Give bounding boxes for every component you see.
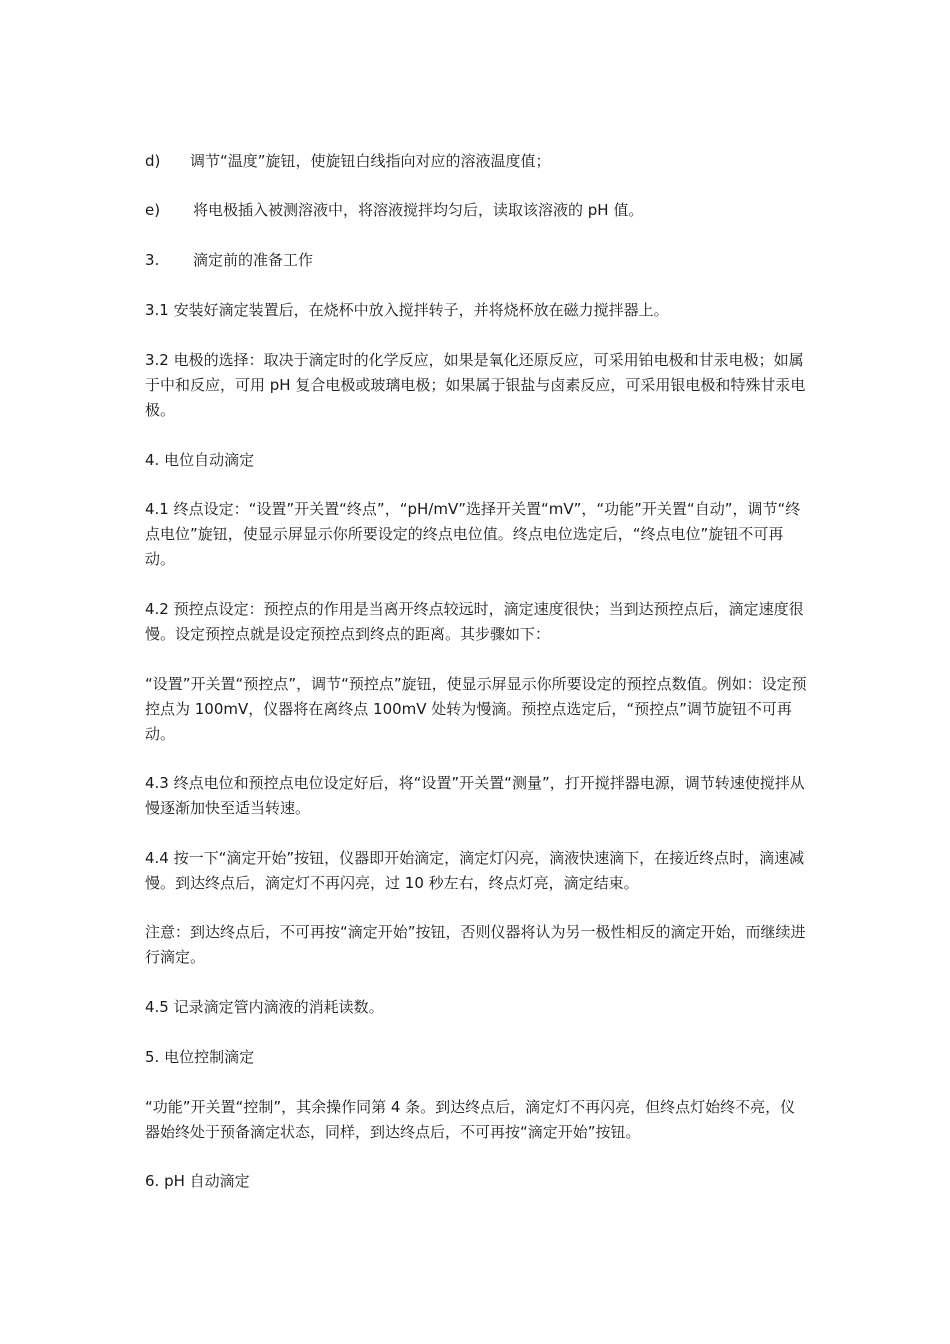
section-number-3: 3. [145,251,160,269]
paragraph-3-1: 3.1 安装好滴定装置后，在烧杯中放入搅拌转子，并将烧杯放在磁力搅拌器上。 [145,301,669,319]
list-marker-d: d) [145,152,161,170]
paragraph-text-d: 调节“温度”旋钮，使旋钮白线指向对应的溶液温度值； [190,152,551,170]
paragraph-4-5: 4.5 记录滴定管内滴液的消耗读数。 [145,998,384,1016]
paragraph-4-4: 4.4 按一下“滴定开始”按钮，仪器即开始滴定，滴定灯闪亮，滴液快速滴下，在接近终点时，滴速减慢。到达终点后，滴定灯不再闪亮，过 10 秒左右，终点灯亮，滴定结束。 [145,849,805,892]
section-heading-4: 4. 电位自动滴定 [145,451,255,469]
list-marker-e: e) [145,201,161,219]
paragraph-4-2: 4.2 预控点设定：预控点的作用是当离开终点较远时，滴定速度很快；当到达预控点后，滴定速度很慢。设定预控点就是设定预控点到终点的距离。其步骤如下： [145,600,804,643]
section-title-3: 滴定前的准备工作 [193,251,314,269]
paragraph-text-e: 将电极插入被测溶液中，将溶液搅拌均匀后，读取该溶液的 pH 值。 [193,201,644,219]
paragraph-4-1: 4.1 终点设定：“设置”开关置“终点”，“pH/mV”选择开关置“mV”，“功能”开关置“自动”，调节“终点电位”旋钮，使显示屏显示你所要设定的终点电位值。终点电位选定后，“终点电位”旋钮不可再动。 [145,500,801,568]
paragraph-4-3: 4.3 终点电位和预控点电位设定好后，将“设置”开关置“测量”，打开搅拌器电源，调节转速使搅拌从慢逐渐加快至适当转速。 [145,774,805,817]
section-heading-3 [145,248,810,273]
section-heading-6: 6. pH 自动滴定 [145,1172,250,1190]
paragraph-step-d [145,149,810,174]
paragraph-3-2: 3.2 电极的选择：取决于滴定时的化学反应，如果是氧化还原反应，可采用铂电极和甘汞电极；如属于中和反应，可用 pH 复合电极或玻璃电极；如果属于银盐与卤素反应，可采用银电极和特殊甘汞电极。 [145,351,806,419]
section-heading-5: 5. 电位控制滴定 [145,1048,255,1066]
paragraph-step-e [145,198,810,223]
paragraph-4-2-steps: “设置”开关置“预控点”，调节“预控点”旋钮，使显示屏显示你所要设定的预控点数值。例如：设定预控点为 100mV，仪器将在离终点 100mV 处转为慢滴。预控点选定后，“预控点”调节旋钮不可再动。 [145,675,807,743]
paragraph-5-body: “功能”开关置“控制”，其余操作同第 4 条。到达终点后，滴定灯不再闪亮，但终点灯始终不亮，仪器始终处于预备滴定状态，同样，到达终点后，不可再按“滴定开始”按钮。 [145,1098,796,1141]
paragraph-note: 注意：到达终点后，不可再按“滴定开始”按钮，否则仪器将认为另一极性相反的滴定开始，而继续进行滴定。 [145,923,806,966]
